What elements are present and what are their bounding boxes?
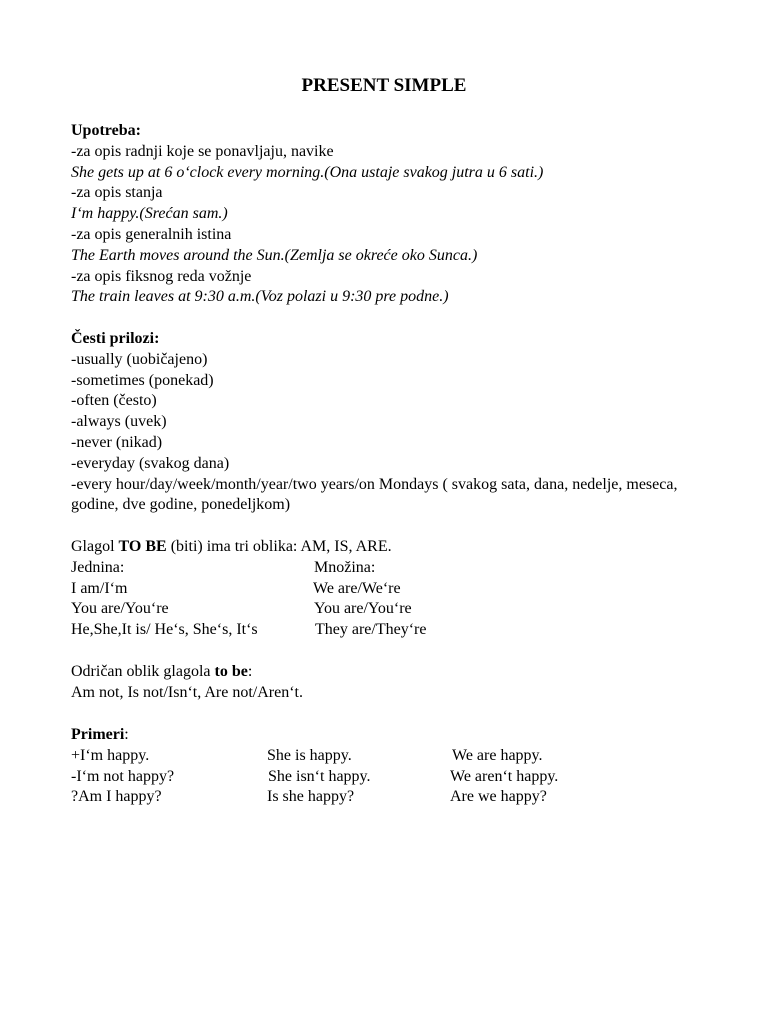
example-plural: Are we happy? <box>450 788 547 806</box>
adverb-item: -usually (uobičajeno) <box>71 350 208 368</box>
example-plural: We are happy. <box>452 746 543 764</box>
negative-section <box>71 662 303 704</box>
negative-pre: Odričan oblik glagola <box>71 663 215 680</box>
to-be-intro-pre: Glagol <box>71 538 119 555</box>
usage-example: I‘m happy.(Srećan sam.) <box>71 205 228 223</box>
to-be-intro-post: (biti) ima tri oblika: AM, IS, ARE. <box>166 538 392 555</box>
adverbs-section <box>71 329 691 516</box>
adverb-item: -often (često) <box>71 392 157 410</box>
negative-bold: to be <box>214 663 248 680</box>
example-third-person: She is happy. <box>267 746 352 764</box>
plural-form: They are/They‘re <box>315 621 427 639</box>
adverb-item: -every hour/day/week/month/year/two years/on Mondays ( svakog sata, dana, nedelje, meseca, godine, dve godine, ponedeljkom) <box>71 475 678 514</box>
conjugation-row <box>71 579 691 600</box>
example-third-person: Is she happy? <box>267 788 355 806</box>
usage-line: -za opis fiksnog reda vožnje <box>71 267 252 285</box>
plural-form: We are/We‘re <box>313 579 401 597</box>
page-title: PRESENT SIMPLE <box>301 75 467 96</box>
to-be-intro-bold: TO BE <box>118 538 167 555</box>
example-plural: We aren‘t happy. <box>450 767 559 785</box>
to-be-intro <box>71 537 691 558</box>
examples-heading-text: Primeri <box>71 726 125 743</box>
usage-heading: Upotreba: <box>71 122 141 139</box>
example-row <box>71 746 691 767</box>
example-first-person: +I‘m happy. <box>71 746 150 764</box>
usage-line: -za opis generalnih istina <box>71 225 232 243</box>
example-row <box>71 787 691 808</box>
negative-post: : <box>247 663 253 680</box>
adverb-item: -sometimes (ponekad) <box>71 371 214 389</box>
usage-line: -za opis stanja <box>71 184 163 202</box>
adverb-item: -never (nikad) <box>71 433 163 451</box>
examples-heading <box>71 725 691 746</box>
usage-example: The train leaves at 9:30 a.m.(Voz polazi u 9:30 pre podne.) <box>71 288 449 306</box>
usage-example: She gets up at 6 o‘clock every morning.(Ona ustaje svakog jutra u 6 sati.) <box>71 163 544 181</box>
examples-heading-suffix: : <box>124 726 129 743</box>
negative-forms: Am not, Is not/Isn‘t, Are not/Aren‘t. <box>71 683 303 701</box>
singular-form: You are/You‘re <box>71 600 169 618</box>
adverb-item: -always (uvek) <box>71 413 167 431</box>
usage-section <box>71 121 543 308</box>
adverbs-heading: Česti prilozi: <box>71 330 160 347</box>
conjugation-row <box>71 620 691 641</box>
singular-form: Jednina: <box>71 558 125 576</box>
example-third-person: She isn‘t happy. <box>268 767 371 785</box>
singular-form: He,She,It is/ He‘s, She‘s, It‘s <box>71 621 258 639</box>
adverb-item: -everyday (svakog dana) <box>71 454 230 472</box>
usage-line: -za opis radnji koje se ponavljaju, navike <box>71 142 334 160</box>
to-be-section <box>71 537 691 641</box>
conjugation-row <box>71 558 691 579</box>
example-first-person: ?Am I happy? <box>71 788 162 806</box>
example-row <box>71 767 691 788</box>
example-first-person: -I‘m not happy? <box>71 767 175 785</box>
conjugation-row <box>71 599 691 620</box>
usage-example: The Earth moves around the Sun.(Zemlja se okreće oko Sunca.) <box>71 246 478 264</box>
plural-form: Množina: <box>314 558 376 576</box>
plural-form: You are/You‘re <box>314 600 412 618</box>
negative-intro <box>71 662 303 683</box>
examples-section <box>71 725 691 808</box>
singular-form: I am/I‘m <box>71 579 128 597</box>
